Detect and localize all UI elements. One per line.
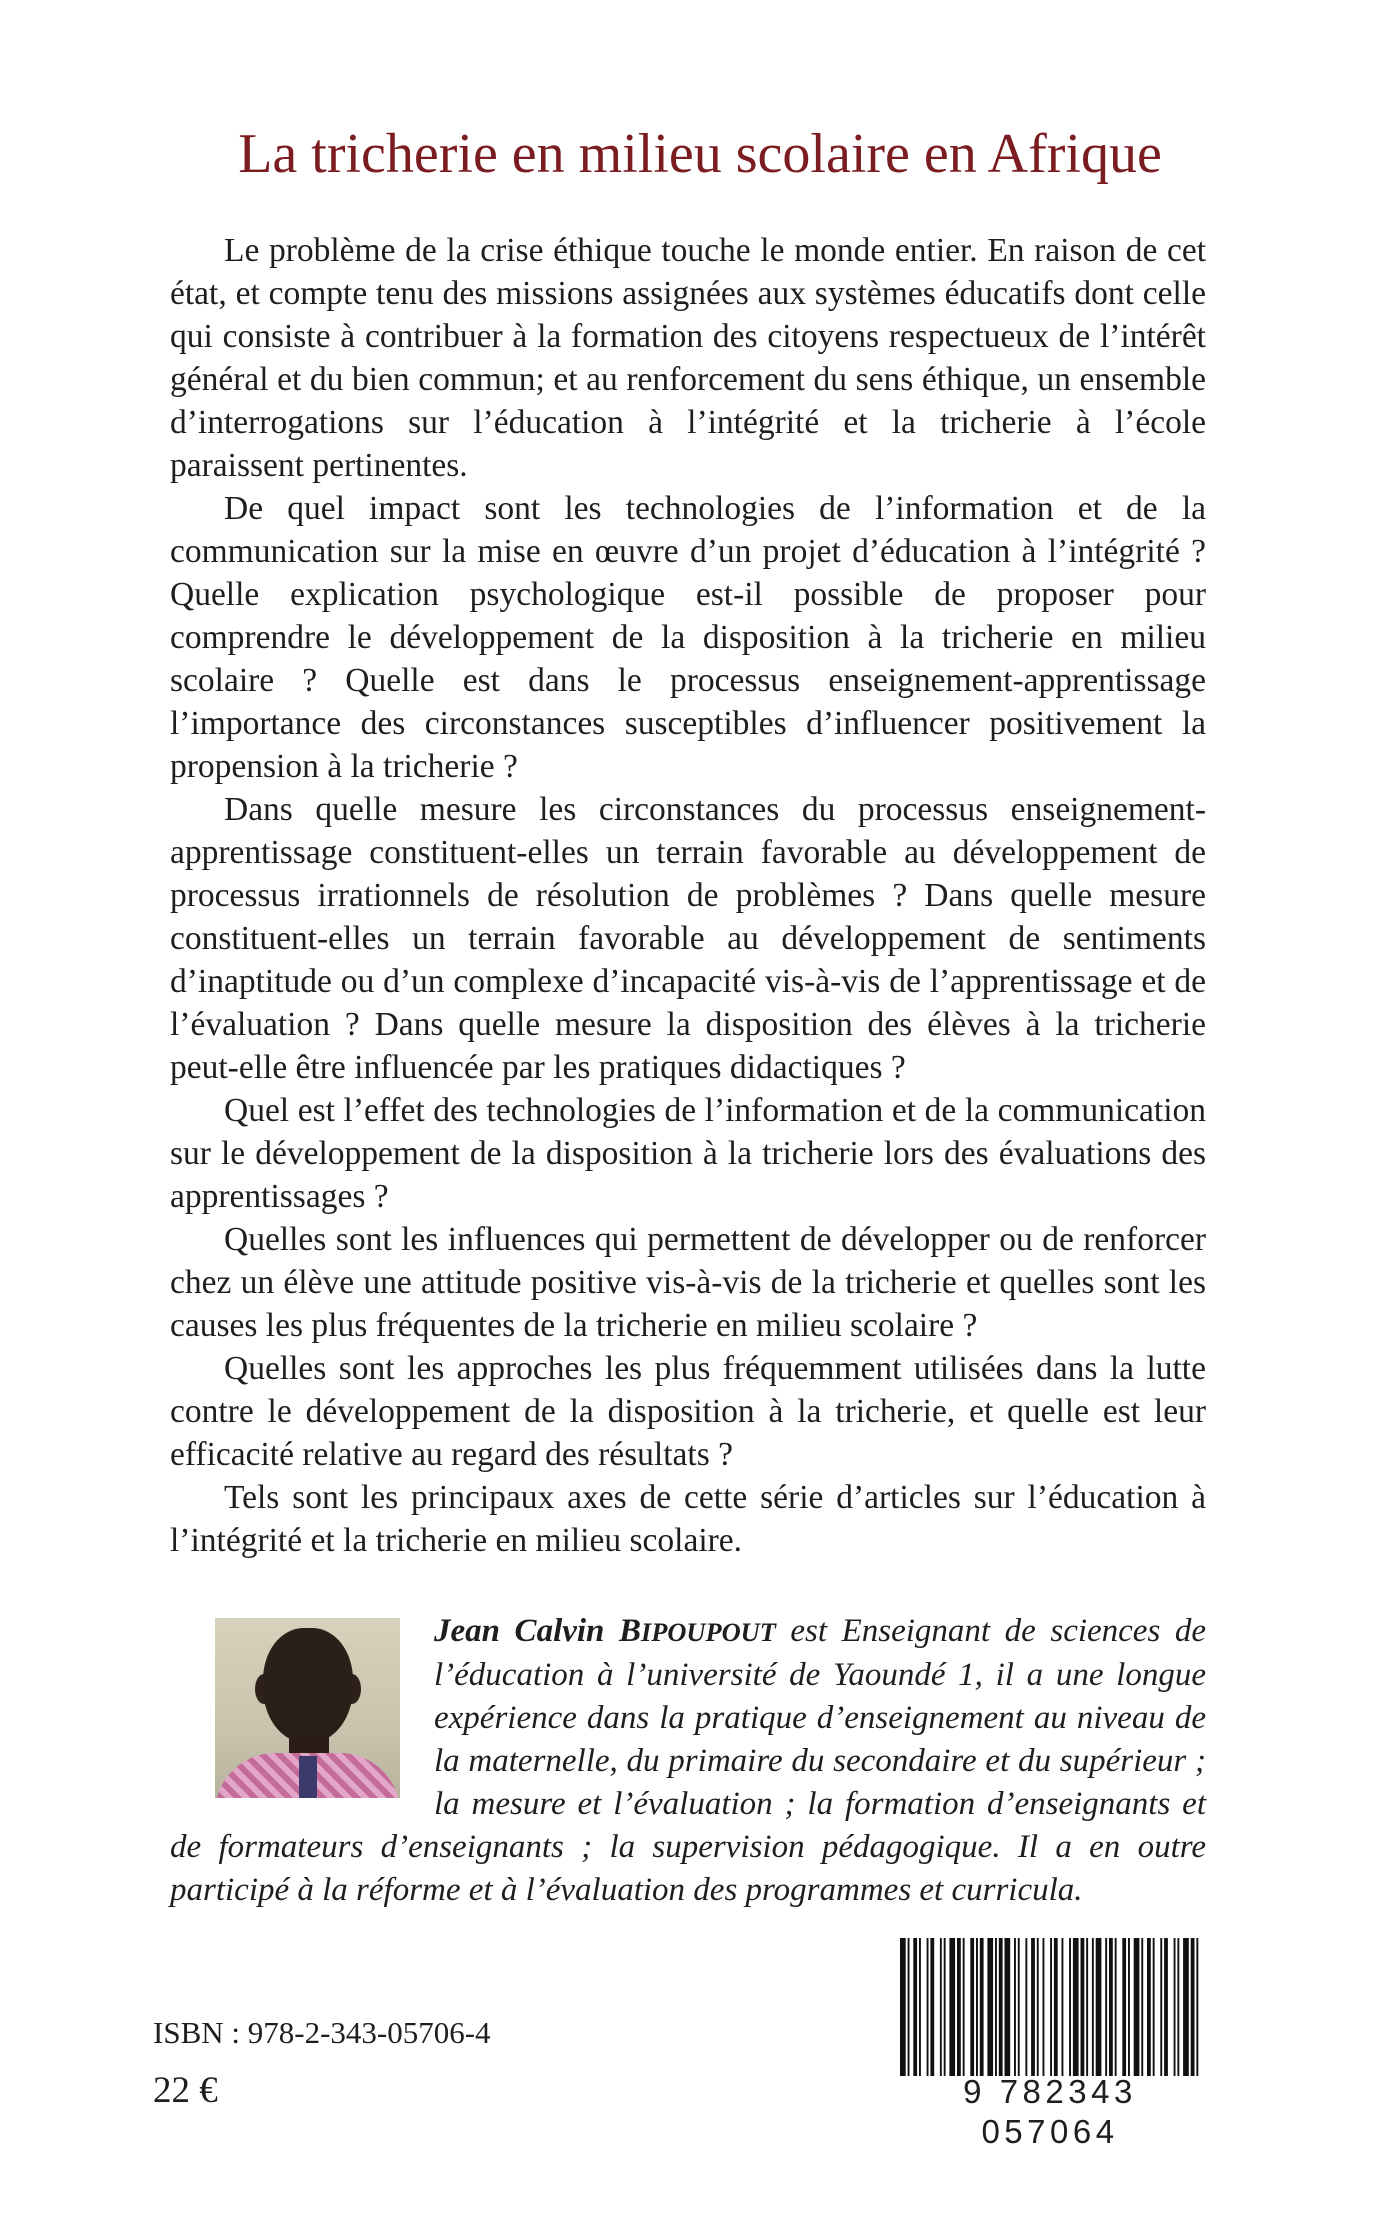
barcode-bar (1096, 1938, 1102, 2076)
barcode-bar (1086, 1938, 1088, 2076)
barcode-bar (1183, 1938, 1189, 2076)
barcode-bars (898, 1938, 1202, 2076)
barcode-bar (1153, 1938, 1155, 2076)
barcode-bar (976, 1938, 978, 2076)
barcode-bar (1105, 1938, 1107, 2076)
barcode-bar (1174, 1938, 1176, 2076)
summary-paragraph: Quel est l’effet des technologies de l’information et de la communication sur le développement de la disposition à la tricherie lors des évaluations des apprentissages ? (170, 1092, 1206, 1215)
barcode-bar (1177, 1938, 1179, 2076)
barcode-bar (1005, 1938, 1011, 2076)
barcode-bar (1128, 1938, 1130, 2076)
barcode-bar (1050, 1938, 1052, 2076)
summary-paragraph: Quelles sont les influences qui permettent de développer ou de renforcer chez un élève une attitude positive vis-à-vis de la tricherie et quelles sont les causes les plus fréquentes de la tricherie en milieu scolaire ? (170, 1221, 1206, 1344)
barcode-bar (957, 1938, 961, 2076)
barcode-bar (1081, 1938, 1085, 2076)
barcode-bar (963, 1938, 965, 2076)
barcode-bar (1122, 1938, 1126, 2076)
barcode-bar (1037, 1938, 1039, 2076)
summary-paragraph: De quel impact sont les technologies de l’information et de la communication sur la mise en œuvre d’un projet d’éducation à l’intégrité ? Quelle explication psychologique est-il possible de proposer pour comprendre le développement de la disposition à la tricherie en milieu scolaire ? Quelle est dans le processus enseignement-apprentissage l’importance des circonstances susceptibles d’influencer positivement la propension à la tricherie ? (170, 490, 1206, 785)
author-bio (170, 1610, 1206, 1912)
barcode-bar (999, 1938, 1003, 2076)
barcode-bar (1191, 1938, 1195, 2076)
barcode-bar (1014, 1938, 1016, 2076)
barcode-bar (1043, 1938, 1045, 2076)
barcode-bar (940, 1938, 942, 2076)
barcode-bar (1115, 1938, 1117, 2076)
isbn: ISBN : 978-2-343-05706-4 (153, 2015, 491, 2050)
barcode-bar (1134, 1938, 1140, 2076)
barcode-bar (1141, 1938, 1143, 2076)
barcode-bar (1069, 1938, 1071, 2076)
barcode-bar (995, 1938, 997, 2076)
barcode-bar (930, 1938, 934, 2076)
price: 22 € (153, 2070, 218, 2111)
barcode-bar (1092, 1938, 1094, 2076)
barcode-bar (1054, 1938, 1058, 2076)
barcode (890, 1932, 1210, 2150)
barcode-bar (900, 1938, 906, 2076)
barcode-bar (1109, 1938, 1113, 2076)
barcode-bar (1018, 1938, 1020, 2076)
author-bio-text: est Enseignant de sciences de l’éducation à l’université de Yaoundé 1, il a une longue expérience dans la pratique d’enseignement au niveau de la maternelle, du primaire du secondaire et du supérieur ; la mesure et l’évaluation ; la formation d’enseignants et de formateurs d’enseignants ; la supervision pédagogique. Il a en outre participé à la réforme et à l’évaluation des programmes et curricula. (170, 1613, 1206, 1908)
barcode-bar (944, 1938, 946, 2076)
barcode-bar (919, 1938, 921, 2076)
barcode-bar (1160, 1938, 1162, 2076)
barcode-bar (987, 1938, 993, 2076)
author-photo (215, 1618, 400, 1798)
summary-paragraph: Quelles sont les approches les plus fréquemment utilisées dans la lutte contre le développement de la disposition à la tricherie, et quelle est leur efficacité relative au regard des résultats ? (170, 1350, 1206, 1473)
barcode-bar (970, 1938, 974, 2076)
barcode-digits: 9 782343 057064 (963, 2073, 1137, 2150)
barcode-bar (1196, 1938, 1198, 2076)
barcode-bar (980, 1938, 984, 2076)
barcode-bar (949, 1938, 955, 2076)
barcode-bar (913, 1938, 917, 2076)
barcode-bar (1073, 1938, 1079, 2076)
summary-paragraph: Le problème de la crise éthique touche le monde entier. En raison de cet état, et compte tenu des missions assignées aux systèmes éducatifs dont celle qui consiste à contribuer à la formation des citoyens respectueux de l’intérêt général et du bien commun; et au renforcement du sens éthique, un ensemble d’interrogations sur l’éducation à l’intégrité et la tricherie à l’école paraissent pertinentes. (170, 232, 1206, 484)
barcode-bar (908, 1938, 910, 2076)
barcode-bar (1025, 1938, 1027, 2076)
summary-text (170, 229, 1206, 1562)
barcode-bar (1147, 1938, 1151, 2076)
author-name: Jean Calvin BIPOUPOUT (434, 1613, 776, 1649)
summary-paragraph: Dans quelle mesure les circonstances du processus enseignement-apprentissage constituent-elles un terrain favorable au développement de processus irrationnels de résolution de problèmes ? Dans quelle mesure constituent-elles un terrain favorable au développement de sentiments d’inaptitude ou d’un complexe d’incapacité vis-à-vis de l’apprentissage et de l’évaluation ? Dans quelle mesure la disposition des élèves à la tricherie peut-elle être influencée par les pratiques didactiques ? (170, 791, 1206, 1086)
barcode-bar (927, 1938, 929, 2076)
barcode-bar (1164, 1938, 1168, 2076)
barcode-bar (1031, 1938, 1035, 2076)
barcode-bar (1062, 1938, 1064, 2076)
book-title: La tricherie en milieu scolaire en Afrique (238, 123, 1162, 185)
summary-paragraph: Tels sont les principaux axes de cette série d’articles sur l’éducation à l’intégrité et la tricherie en milieu scolaire. (170, 1479, 1206, 1559)
